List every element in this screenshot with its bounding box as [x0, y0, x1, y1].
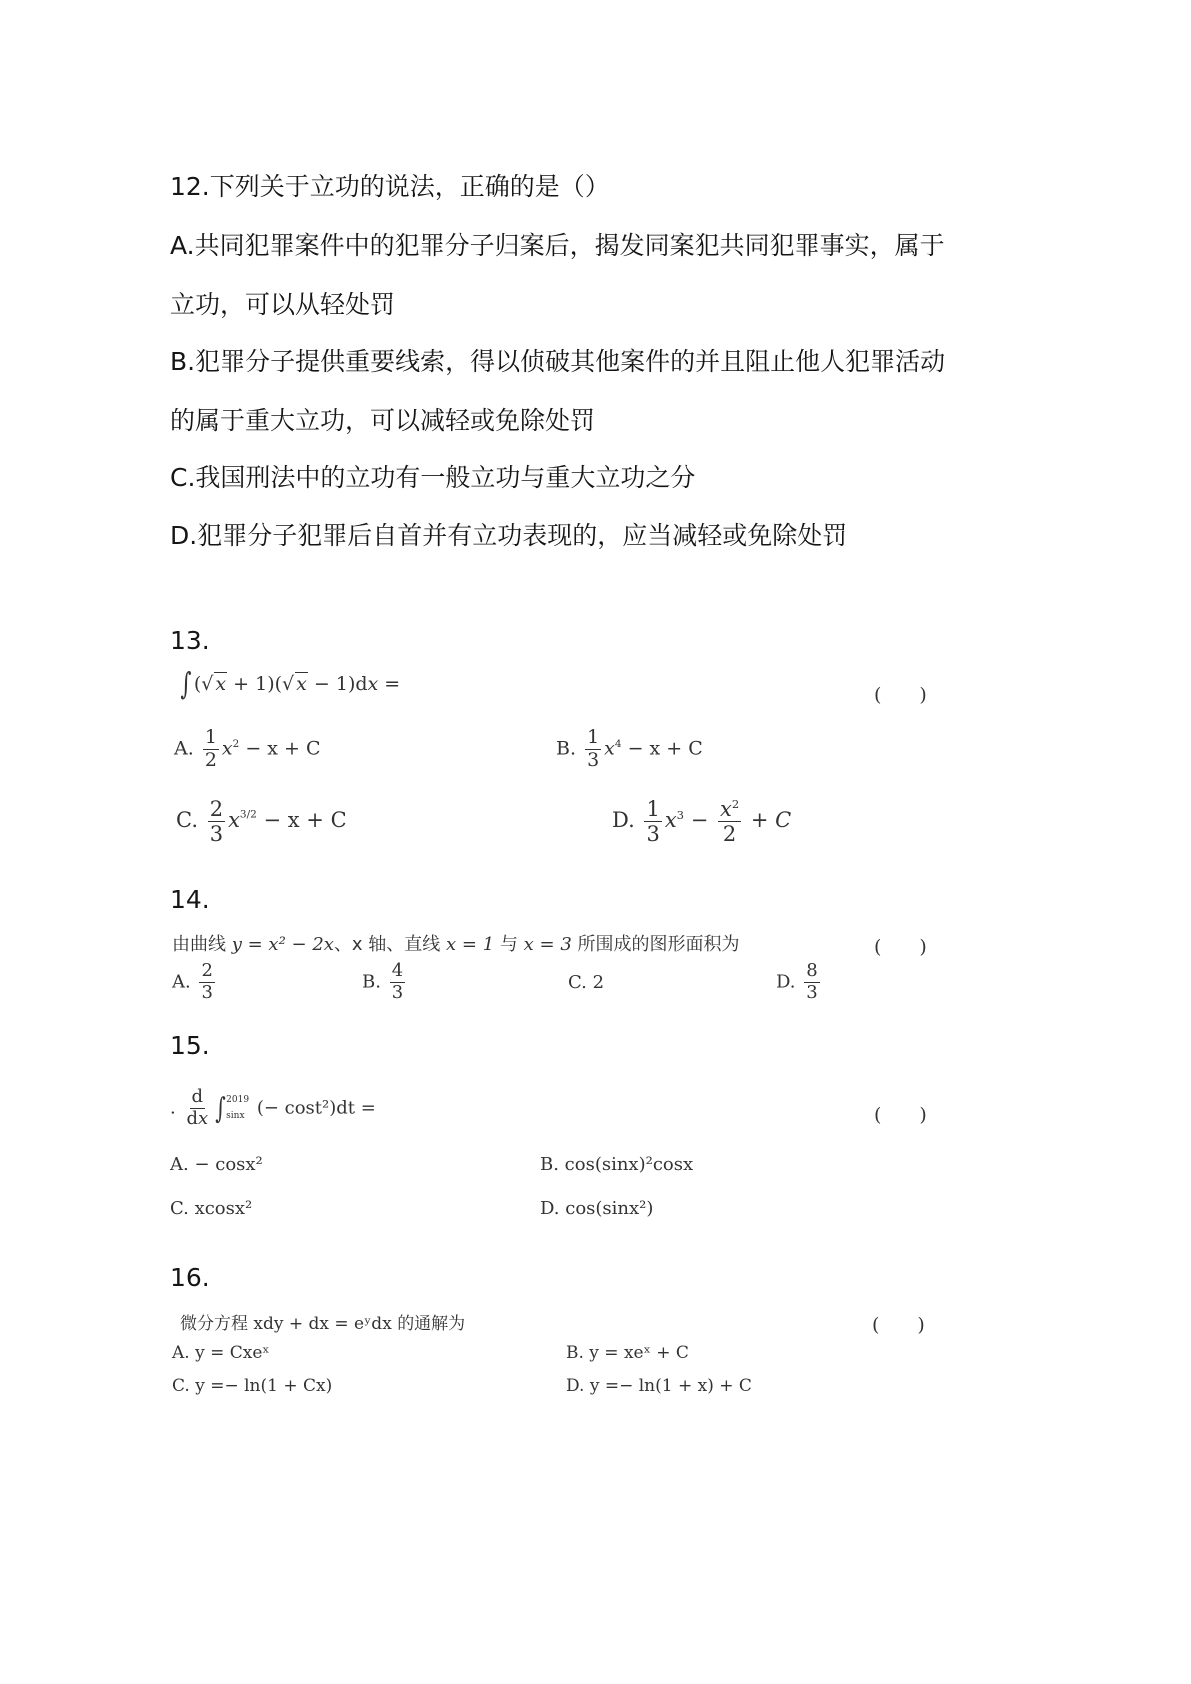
q13-option-a-label: A. [174, 737, 194, 760]
q13-option-c-fraction [208, 798, 225, 845]
q13-option-d-label: D. [612, 808, 635, 833]
q14-answer-paren: ( ) [874, 936, 927, 958]
q13-option-c-label: C. [176, 808, 198, 833]
q14-option-d-label: D. [776, 971, 796, 993]
frac-den: 3 [587, 748, 600, 771]
q15-stem: . $\frac{d}{dx}$ ∫ 2019 sinx (− cost²)dt = [170, 1086, 376, 1129]
q15-limits [226, 1092, 249, 1124]
q13-option-d-fraction1 [644, 798, 661, 845]
frac-num: 2 [209, 797, 224, 821]
q14-stem-suffix: 所围成的图形面积为 [577, 934, 740, 955]
exponent: 4 [614, 738, 622, 751]
frac-den: 3 [209, 822, 224, 847]
q12-option-b-line2: 的属于重大立功，可以减轻或免除处罚 [170, 406, 596, 435]
q13-stem-equals: = [384, 673, 401, 696]
q12-option-a-line1: A.共同犯罪案件中的犯罪分子归案后，揭发同案犯共同犯罪事实，属于 [170, 231, 945, 260]
q14-option-b-fraction [390, 962, 405, 1003]
q15-option-b: B. cos(sinx)²cosx [540, 1154, 694, 1175]
q13-option-b-tail: − x + C [627, 737, 703, 760]
integral-sign: ∫ [180, 667, 192, 702]
q14-stem-and: 与 [499, 934, 518, 955]
q14-stem-mid: 、x 轴、直线 [333, 934, 441, 955]
q14-option-d [776, 962, 823, 1003]
q14-stem [172, 930, 740, 956]
q13-answer-paren: ( ) [874, 684, 927, 706]
q13-option-d: D. $\frac{1}{3}$ $x^3$ − $\frac{x^2}{2}$ + C [612, 797, 792, 847]
q16-answer-paren: ( ) [872, 1314, 925, 1336]
q14-option-d-fraction [804, 962, 819, 1003]
q14-option-c: C. 2 [568, 972, 605, 993]
q16-option-a: A. y = Cxeˣ [172, 1343, 270, 1363]
exponent: 2 [731, 797, 740, 811]
q13-option-b-label: B. [556, 737, 577, 760]
q13-option-d-fraction2: $\frac{x^2}{2}$ [719, 797, 740, 847]
q15-option-a: A. − cosx² [170, 1154, 263, 1175]
frac-den: 3 [201, 981, 213, 1003]
frac-den: 3 [806, 981, 818, 1003]
frac-num: 4 [391, 960, 404, 981]
frac-num: 1 [204, 726, 217, 748]
q14-option-a [172, 962, 218, 1003]
frac-den: 2 [722, 822, 737, 847]
exponent: 3 [676, 808, 685, 823]
exponent-num: 3 [239, 808, 247, 821]
upper-limit: 2019 [226, 1095, 250, 1106]
q14-option-a-fraction [199, 962, 214, 1003]
q13-option-a-tail: − x + C [245, 737, 321, 760]
q14-option-b [362, 962, 408, 1003]
q16-stem [180, 1309, 465, 1334]
frac-den: 2 [204, 748, 217, 771]
q14-number: 14. [170, 885, 210, 914]
q16-stem-equation: xdy + dx = eʸdx [253, 1314, 392, 1334]
q14-option-a-label: A. [172, 971, 191, 993]
q15-number: 15. [170, 1031, 210, 1060]
q16-option-b: B. y = xeˣ + C [566, 1343, 689, 1363]
q12-stem: 12.下列关于立功的说法，正确的是（） [170, 172, 610, 201]
q15-answer-paren: ( ) [874, 1104, 927, 1126]
q13-option-a-fraction [203, 728, 219, 771]
q13-option-b: B. $\frac{1}{3}$ $x^4 - x + C$ [556, 726, 703, 771]
frac-num: 1 [646, 797, 660, 821]
frac-num: 2 [201, 960, 213, 981]
q13-stem-part1: + 1)( [233, 673, 283, 696]
q13-option-b-fraction [585, 728, 601, 771]
q16-stem-prefix: 微分方程 [180, 1314, 248, 1334]
q16-option-c: C. y =− ln(1 + Cx) [172, 1376, 333, 1396]
q14-option-b-label: B. [362, 971, 381, 993]
q13-option-a: A. $\frac{1}{2}$ $x^2 - x + C$ [174, 726, 321, 771]
exponent-den: 2 [250, 808, 257, 821]
q15-integrand: (− cost²)dt = [256, 1097, 376, 1119]
q12-option-a-line2: 立功，可以从轻处罚 [170, 290, 396, 319]
q16-number: 16. [170, 1263, 210, 1292]
frac-den: 3 [391, 981, 404, 1003]
frac-den: 3 [646, 822, 660, 847]
q13-number: 13. [170, 626, 210, 655]
q14-stem-line2: x = 3 [523, 934, 572, 955]
frac-num: 8 [806, 960, 818, 981]
exponent: 2 [232, 738, 240, 751]
q14-stem-prefix: 由曲线 [172, 934, 226, 955]
q13-stem-part2: − 1)d [313, 673, 368, 696]
q13-option-c: C. $\frac{2}{3}$ $x^{3/2} - x + C$ [176, 797, 347, 847]
q14-stem-curve: y = x² − 2x [231, 934, 334, 955]
lower-limit: sinx [226, 1111, 245, 1122]
q14-stem-line1: x = 1 [446, 934, 495, 955]
q15-derivative: $\frac{d}{dx}$ [186, 1086, 209, 1129]
q12-option-b-line1: B.犯罪分子提供重要线索，得以侦破其他案件的并且阻止他人犯罪活动 [170, 347, 946, 376]
fractional-exponent: 3/2 [239, 808, 257, 821]
q16-option-d: D. y =− ln(1 + x) + C [566, 1376, 752, 1396]
q12-option-d: D.犯罪分子犯罪后自首并有立功表现的，应当减轻或免除处罚 [170, 521, 848, 550]
q15-option-c: C. xcosx² [170, 1198, 253, 1219]
q13-option-c-tail: − x + C [263, 808, 347, 833]
q12-option-c: C.我国刑法中的立功有一般立功与重大立功之分 [170, 463, 696, 492]
frac-num: 1 [587, 726, 600, 748]
q13-stem: ∫ (√ x + 1)(√ x − 1)dx = [180, 667, 401, 702]
integral-sign: ∫ [215, 1090, 226, 1125]
q15-option-d: D. cos(sinx²) [540, 1198, 654, 1219]
q16-stem-suffix: 的通解为 [397, 1314, 466, 1334]
